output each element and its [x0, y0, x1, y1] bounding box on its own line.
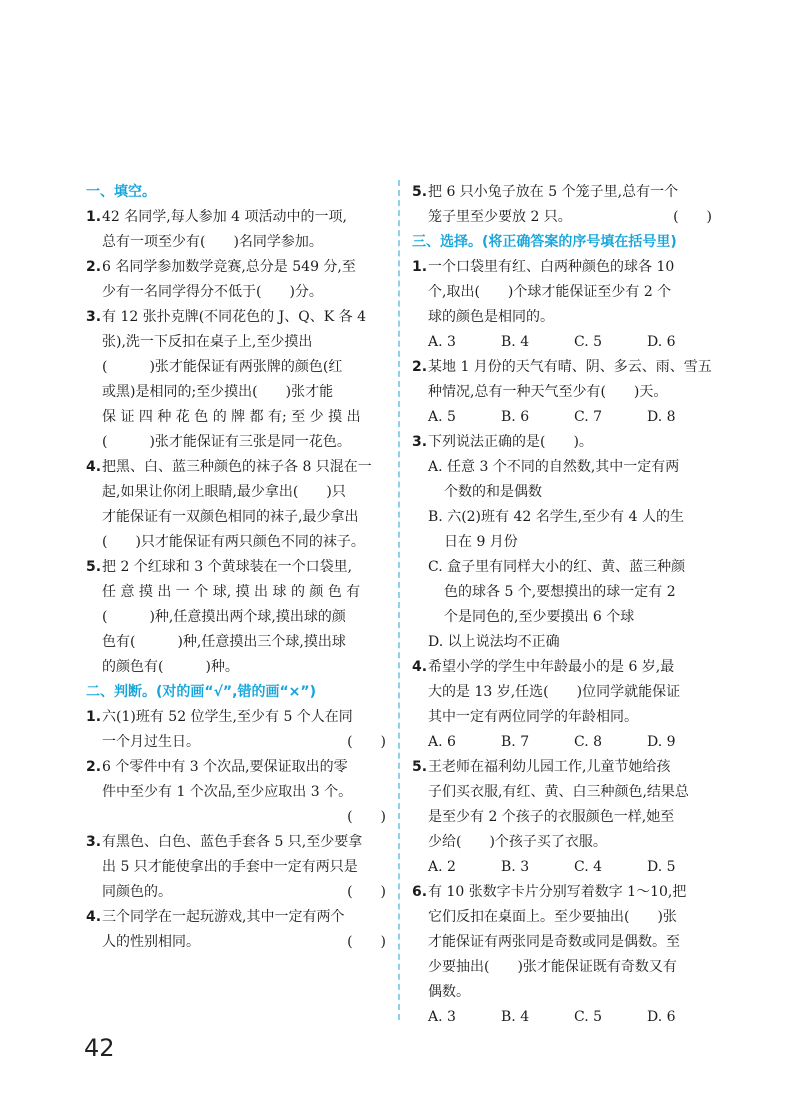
option-a[interactable]: A. 任意 3 个不同的自然数,其中一定有两 [428, 459, 680, 475]
question-text: 6 个零件中有 3 个次品,要保证取出的零 [102, 759, 348, 775]
question-number: 3. [86, 834, 102, 850]
option-row [412, 855, 712, 880]
option-c[interactable]: C. 7 [574, 409, 603, 425]
option-c-continued: 个是同色的,至少要摸出 6 个球 [444, 609, 635, 625]
question-text: 大的是 13 岁,任选( )位同学就能保证 [428, 684, 681, 700]
question-text: 把黑、白、蓝三种颜色的袜子各 8 只混在一 [102, 459, 372, 475]
choice-question-3 [412, 430, 712, 655]
option-d[interactable]: D. 9 [647, 734, 676, 750]
option-row [412, 1005, 712, 1030]
question-text: 子们买衣服,有红、黄、白三种颜色,结果总 [428, 784, 689, 800]
question-number: 5. [86, 559, 102, 575]
question-text: 把 6 只小兔子放在 5 个笼子里,总有一个 [428, 184, 679, 200]
fill-question-4 [86, 455, 386, 555]
answer-parentheses[interactable]: ( ) [347, 884, 386, 900]
page-number: 42 [84, 1034, 115, 1062]
question-text: 笼子里至少要放 2 只。 [428, 209, 572, 225]
question-number: 2. [86, 259, 102, 275]
question-number: 1. [86, 209, 102, 225]
question-number: 1. [86, 709, 102, 725]
question-text: 六(1)班有 52 位学生,至少有 5 个人在同 [102, 709, 353, 725]
question-text: 或黑)是相同的;至少摸出( )张才能 [102, 384, 334, 400]
choice-question-4 [412, 655, 712, 755]
right-column [412, 180, 712, 1030]
question-text: 一个口袋里有红、白两种颜色的球各 10 [428, 259, 675, 275]
question-number: 4. [412, 659, 428, 675]
question-text: 人的性别相同。 [102, 934, 200, 950]
option-b[interactable]: B. 4 [501, 334, 530, 350]
option-b[interactable]: B. 4 [501, 1009, 530, 1025]
option-a[interactable]: A. 3 [428, 1009, 456, 1025]
question-text: ( )张才能保证有三张是同一花色。 [102, 434, 351, 450]
question-text: 保 证 四 种 花 色 的 牌 都 有; 至 少 摸 出 [102, 409, 361, 425]
section-judge-title: 二、判断。(对的画“√”,错的画“×”) [86, 684, 316, 700]
question-text: 少给( )个孩子买了衣服。 [428, 834, 607, 850]
choice-question-6 [412, 880, 712, 1030]
answer-parentheses[interactable]: ( ) [347, 734, 386, 750]
option-b[interactable]: B. 7 [501, 734, 530, 750]
question-text: 一个月过生日。 [102, 734, 200, 750]
question-number: 5. [412, 184, 428, 200]
question-text: 件中至少有 1 个次品,至少应取出 3 个。 [102, 784, 353, 800]
choice-question-1 [412, 255, 712, 355]
question-text: 有黑色、白色、蓝色手套各 5 只,至少要拿 [102, 834, 363, 850]
question-text: 张),洗一下反扣在桌子上,至少摸出 [102, 334, 313, 350]
question-text: ( )种,任意摸出两个球,摸出球的颜 [102, 609, 346, 625]
question-text: 希望小学的学生中年龄最小的是 6 岁,最 [428, 659, 675, 675]
fill-question-1 [86, 205, 386, 255]
judge-question-5 [412, 180, 712, 230]
question-text: 色有( )种,任意摸出三个球,摸出球 [102, 634, 346, 650]
question-text: 球的颜色是相同的。 [428, 309, 554, 325]
question-text: 王老师在福利幼儿园工作,儿童节她给孩 [428, 759, 671, 775]
section-fill-title: 一、填空。 [86, 184, 156, 200]
fill-question-5 [86, 555, 386, 680]
question-text: 某地 1 月份的天气有晴、阴、多云、雨、雪五 [428, 359, 712, 375]
option-d[interactable]: D. 8 [647, 409, 676, 425]
question-text: 有 12 张扑克牌(不同花色的 J、Q、K 各 4 [102, 309, 366, 325]
column-divider [398, 180, 400, 1020]
option-row [412, 405, 712, 430]
option-d[interactable]: D. 5 [647, 859, 676, 875]
question-text: 才能保证有两张同是奇数或同是偶数。至 [428, 934, 680, 950]
option-d[interactable]: D. 以上说法均不正确 [428, 634, 560, 650]
option-a[interactable]: A. 6 [428, 734, 456, 750]
question-text: 少有一名同学得分不低于( )分。 [102, 284, 323, 300]
left-column [86, 180, 386, 955]
option-b[interactable]: B. 六(2)班有 42 名学生,至少有 4 人的生 [428, 509, 684, 525]
question-text: 其中一定有两位同学的年龄相同。 [428, 709, 638, 725]
question-text: 偶数。 [428, 984, 470, 1000]
section-choice-title: 三、选择。(将正确答案的序号填在括号里) [412, 234, 677, 250]
option-c-continued: 色的球各 5 个,要想摸出的球一定有 2 [444, 584, 676, 600]
question-number: 2. [412, 359, 428, 375]
question-number: 3. [86, 309, 102, 325]
question-text: 三个同学在一起玩游戏,其中一定有两个 [102, 909, 345, 925]
question-text: 同颜色的。 [102, 884, 172, 900]
option-a-continued: 个数的和是偶数 [444, 484, 542, 500]
question-text: 总有一项至少有( )名同学参加。 [102, 234, 323, 250]
question-text: ( )只才能保证有两只颜色不同的袜子。 [102, 534, 365, 550]
option-d[interactable]: D. 6 [647, 334, 676, 350]
answer-parentheses[interactable]: ( ) [347, 934, 386, 950]
option-a[interactable]: A. 3 [428, 334, 456, 350]
option-c[interactable]: C. 5 [574, 334, 603, 350]
question-text: ( )张才能保证有两张牌的颜色(红 [102, 359, 343, 375]
answer-parentheses[interactable]: ( ) [673, 209, 712, 225]
question-text: 的颜色有( )种。 [102, 659, 239, 675]
question-text: 有 10 张数字卡片分别写着数字 1～10,把 [428, 884, 687, 900]
option-b[interactable]: B. 3 [501, 859, 530, 875]
question-number: 4. [86, 909, 102, 925]
question-number: 6. [412, 884, 428, 900]
option-row [412, 730, 712, 755]
question-number: 1. [412, 259, 428, 275]
judge-question-2 [86, 755, 386, 830]
option-row [412, 330, 712, 355]
choice-question-2 [412, 355, 712, 430]
question-number: 3. [412, 434, 428, 450]
question-text: 42 名同学,每人参加 4 项活动中的一项, [102, 209, 347, 225]
question-text: 它们反扣在桌面上。至少要抽出( )张 [428, 909, 677, 925]
question-text: 下列说法正确的是( )。 [428, 434, 593, 450]
option-c[interactable]: C. 4 [574, 859, 603, 875]
question-text: 起,如果让你闭上眼睛,最少拿出( )只 [102, 484, 346, 500]
option-c[interactable]: C. 8 [574, 734, 603, 750]
fill-question-2 [86, 255, 386, 305]
question-text: 才能保证有一双颜色相同的袜子,最少拿出 [102, 509, 359, 525]
option-b[interactable]: B. 6 [501, 409, 530, 425]
judge-question-4 [86, 905, 386, 955]
option-b-continued: 日在 9 月份 [444, 534, 518, 550]
option-c[interactable]: C. 盒子里有同样大小的红、黄、蓝三种颜 [428, 559, 686, 575]
judge-question-3 [86, 830, 386, 905]
question-text: 少要抽出( )张才能保证既有奇数又有 [428, 959, 677, 975]
option-a[interactable]: A. 5 [428, 409, 456, 425]
fill-question-3 [86, 305, 386, 455]
question-text: 把 2 个红球和 3 个黄球装在一个口袋里, [102, 559, 353, 575]
option-c[interactable]: C. 5 [574, 1009, 603, 1025]
choice-question-5 [412, 755, 712, 880]
judge-question-1 [86, 705, 386, 755]
question-text: 出 5 只才能使拿出的手套中一定有两只是 [102, 859, 358, 875]
question-text: 种情况,总有一种天气至少有( )天。 [428, 384, 668, 400]
question-text: 任 意 摸 出 一 个 球, 摸 出 球 的 颜 色 有 [102, 584, 361, 600]
option-d[interactable]: D. 6 [647, 1009, 676, 1025]
question-number: 5. [412, 759, 428, 775]
option-a[interactable]: A. 2 [428, 859, 456, 875]
answer-parentheses[interactable]: ( ) [347, 809, 386, 825]
question-text: 是至少有 2 个孩子的衣服颜色一样,她至 [428, 809, 675, 825]
question-text: 个,取出( )个球才能保证至少有 2 个 [428, 284, 672, 300]
question-text: 6 名同学参加数学竞赛,总分是 549 分,至 [102, 259, 356, 275]
question-number: 2. [86, 759, 102, 775]
question-number: 4. [86, 459, 102, 475]
